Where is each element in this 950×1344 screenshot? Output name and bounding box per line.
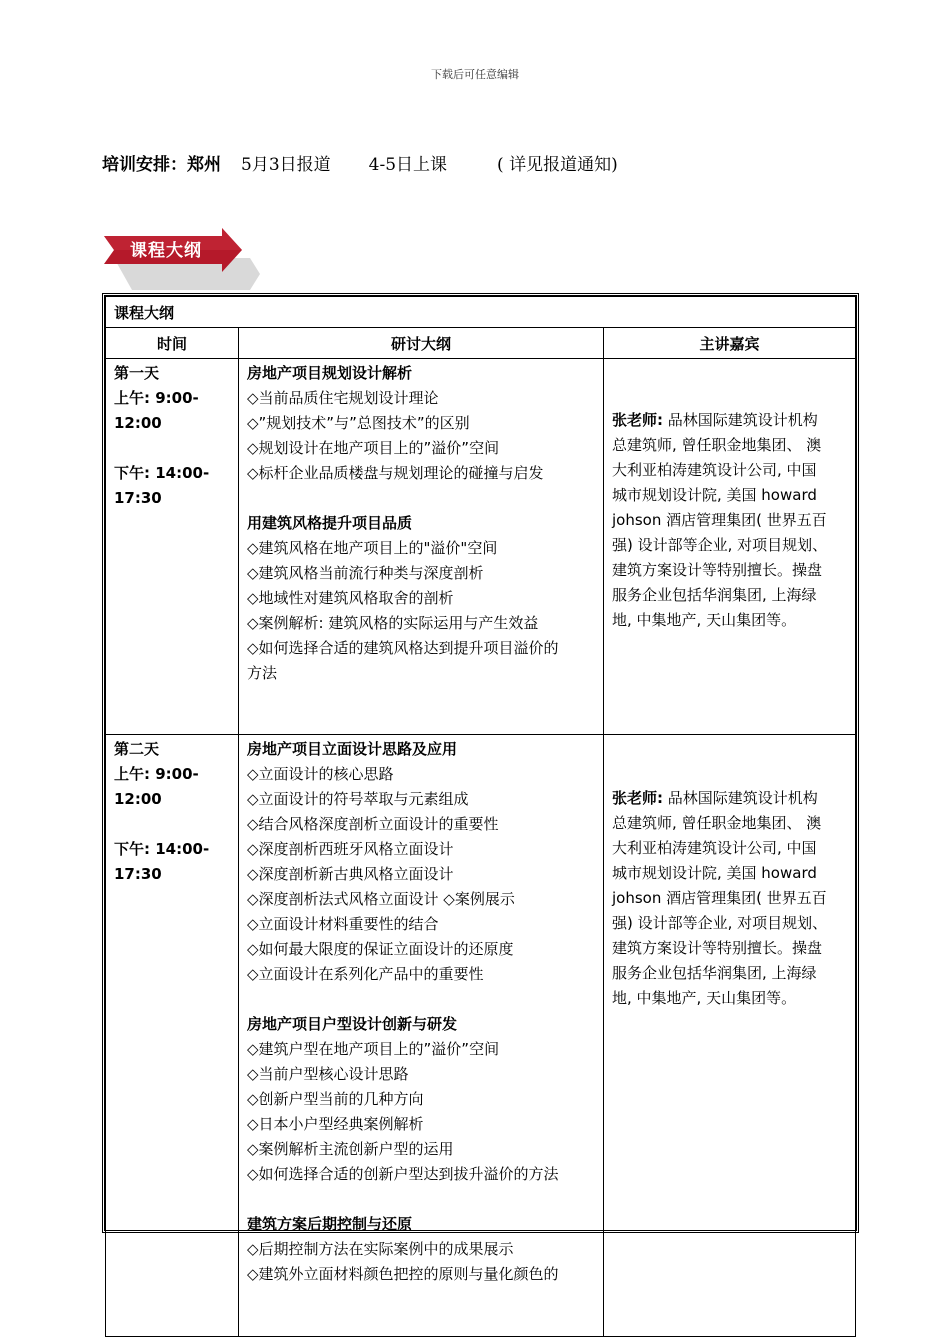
list-item: ◇当前户型核心设计思路	[247, 1065, 409, 1083]
pm-time: 下午: 14:00-	[114, 840, 210, 858]
schedule-label: 培训安排：	[102, 155, 187, 175]
speaker-cell	[604, 359, 856, 735]
section-title: 房地产项目立面设计思路及应用	[247, 740, 458, 758]
list-item: ◇案例解析: 建筑风格的实际运用与产生效益	[247, 614, 539, 632]
list-item: ◇深度剖析西班牙风格立面设计	[247, 840, 454, 858]
header-outline: 研讨大纲	[239, 328, 604, 359]
list-item: ◇案例解析主流创新户型的运用	[247, 1140, 454, 1158]
pm-end: 17:30	[114, 865, 162, 883]
table-caption: 课程大纲	[106, 297, 856, 328]
table-header-row	[106, 328, 856, 359]
list-item: ◇后期控制方法在实际案例中的成果展示	[247, 1240, 514, 1258]
speaker-bio-line: 大利亚柏涛建筑设计公司, 中国	[612, 461, 817, 479]
header-note: 下载后可任意编辑	[431, 68, 519, 81]
speaker-bio-line: 大利亚柏涛建筑设计公司, 中国	[612, 839, 817, 857]
schedule-class-dates: 4-5日上课	[368, 155, 448, 175]
list-item: ◇结合风格深度剖析立面设计的重要性	[247, 815, 499, 833]
list-item: 方法	[247, 664, 278, 682]
speaker-bio-line: johson 酒店管理集团( 世界五百	[612, 889, 827, 907]
course-outline-table	[102, 293, 859, 1283]
speaker-bio-line: 建筑方案设计等特别擅长。操盘	[612, 561, 823, 579]
list-item: ◇如何选择合适的建筑风格达到提升项目溢价的	[247, 639, 559, 657]
list-item: ◇规划设计在地产项目上的”溢价”空间	[247, 439, 500, 457]
list-item: ◇立面设计材料重要性的结合	[247, 915, 439, 933]
pm-time: 下午: 14:00-	[114, 464, 210, 482]
section-title: 房地产项目户型设计创新与研发	[247, 1015, 458, 1033]
speaker-bio-line: johson 酒店管理集团( 世界五百	[612, 511, 827, 529]
speaker-bio-line: 总建筑师, 曾任职金地集团、 澳	[612, 814, 822, 832]
speaker-bio-line: 总建筑师, 曾任职金地集团、 澳	[612, 436, 822, 454]
list-item: ◇如何最大限度的保证立面设计的还原度	[247, 940, 514, 958]
speaker-bio-line: 城市规划设计院, 美国 howard	[612, 486, 817, 504]
schedule-report-date: 5月3日报道	[241, 155, 331, 175]
list-item: ◇地域性对建筑风格取舍的剖析	[247, 589, 454, 607]
header-speaker: 主讲嘉宾	[604, 328, 856, 359]
topics-cell	[239, 359, 604, 735]
am-time: 上午: 9:00-	[114, 765, 199, 783]
section-title: 建筑方案后期控制与还原	[247, 1215, 413, 1233]
time-cell	[106, 735, 239, 1337]
speaker-bio-line: 服务企业包括华润集团, 上海绿	[612, 586, 817, 604]
speaker-bio-line: 品林国际建筑设计机构	[663, 789, 818, 807]
time-cell	[106, 359, 239, 735]
table-caption-row	[106, 297, 856, 328]
speaker-bio-line: 品林国际建筑设计机构	[663, 411, 818, 429]
list-item: ◇如何选择合适的创新户型达到拔升溢价的方法	[247, 1165, 559, 1183]
am-time: 上午: 9:00-	[114, 389, 199, 407]
list-item: ◇日本小户型经典案例解析	[247, 1115, 424, 1133]
list-item: ◇深度剖析新古典风格立面设计	[247, 865, 454, 883]
section-title: 房地产项目规划设计解析	[247, 364, 413, 382]
speaker-bio-line: 服务企业包括华润集团, 上海绿	[612, 964, 817, 982]
speaker-bio-line: 强) 设计部等企业, 对项目规划、	[612, 536, 828, 554]
day-label: 第二天	[114, 740, 160, 758]
list-item: ◇立面设计的符号萃取与元素组成	[247, 790, 469, 808]
list-item: ◇建筑风格在地产项目上的"溢价"空间	[247, 539, 498, 557]
table-row	[106, 359, 856, 735]
list-item: ◇”规划技术”与”总图技术”的区别	[247, 414, 470, 432]
am-end: 12:00	[114, 790, 162, 808]
list-item: ◇建筑风格当前流行种类与深度剖析	[247, 564, 484, 582]
section-title: 用建筑风格提升项目品质	[247, 514, 413, 532]
pm-end: 17:30	[114, 489, 162, 507]
list-item: ◇创新户型当前的几种方向	[247, 1090, 424, 1108]
list-item: ◇建筑户型在地产项目上的”溢价”空间	[247, 1040, 500, 1058]
speaker-bio-line: 地, 中集地产, 天山集团等。	[612, 989, 797, 1007]
header-time: 时间	[106, 328, 239, 359]
schedule-city: 郑州	[187, 155, 221, 175]
speaker-bio-line: 地, 中集地产, 天山集团等。	[612, 611, 797, 629]
list-item: ◇当前品质住宅规划设计理论	[247, 389, 439, 407]
table-row	[106, 735, 856, 1337]
topics-cell	[239, 735, 604, 1337]
speaker-bio-line: 城市规划设计院, 美国 howard	[612, 864, 817, 882]
speaker-bio-line: 建筑方案设计等特别擅长。操盘	[612, 939, 823, 957]
banner-title: 课程大纲	[130, 241, 202, 261]
list-item: ◇立面设计在系列化产品中的重要性	[247, 965, 484, 983]
day-label: 第一天	[114, 364, 160, 382]
schedule-line	[102, 150, 618, 175]
am-end: 12:00	[114, 414, 162, 432]
speaker-name: 张老师:	[612, 789, 663, 807]
list-item: ◇立面设计的核心思路	[247, 765, 394, 783]
speaker-cell	[604, 735, 856, 1337]
speaker-name: 张老师:	[612, 411, 663, 429]
speaker-bio-line: 强) 设计部等企业, 对项目规划、	[612, 914, 828, 932]
list-item: ◇标杆企业品质楼盘与规划理论的碰撞与启发	[247, 464, 544, 482]
schedule-note: ( 详见报道通知)	[497, 155, 618, 175]
list-item: ◇深度剖析法式风格立面设计 ◇案例展示	[247, 890, 515, 908]
list-item: ◇建筑外立面材料颜色把控的原则与量化颜色的	[247, 1265, 559, 1283]
